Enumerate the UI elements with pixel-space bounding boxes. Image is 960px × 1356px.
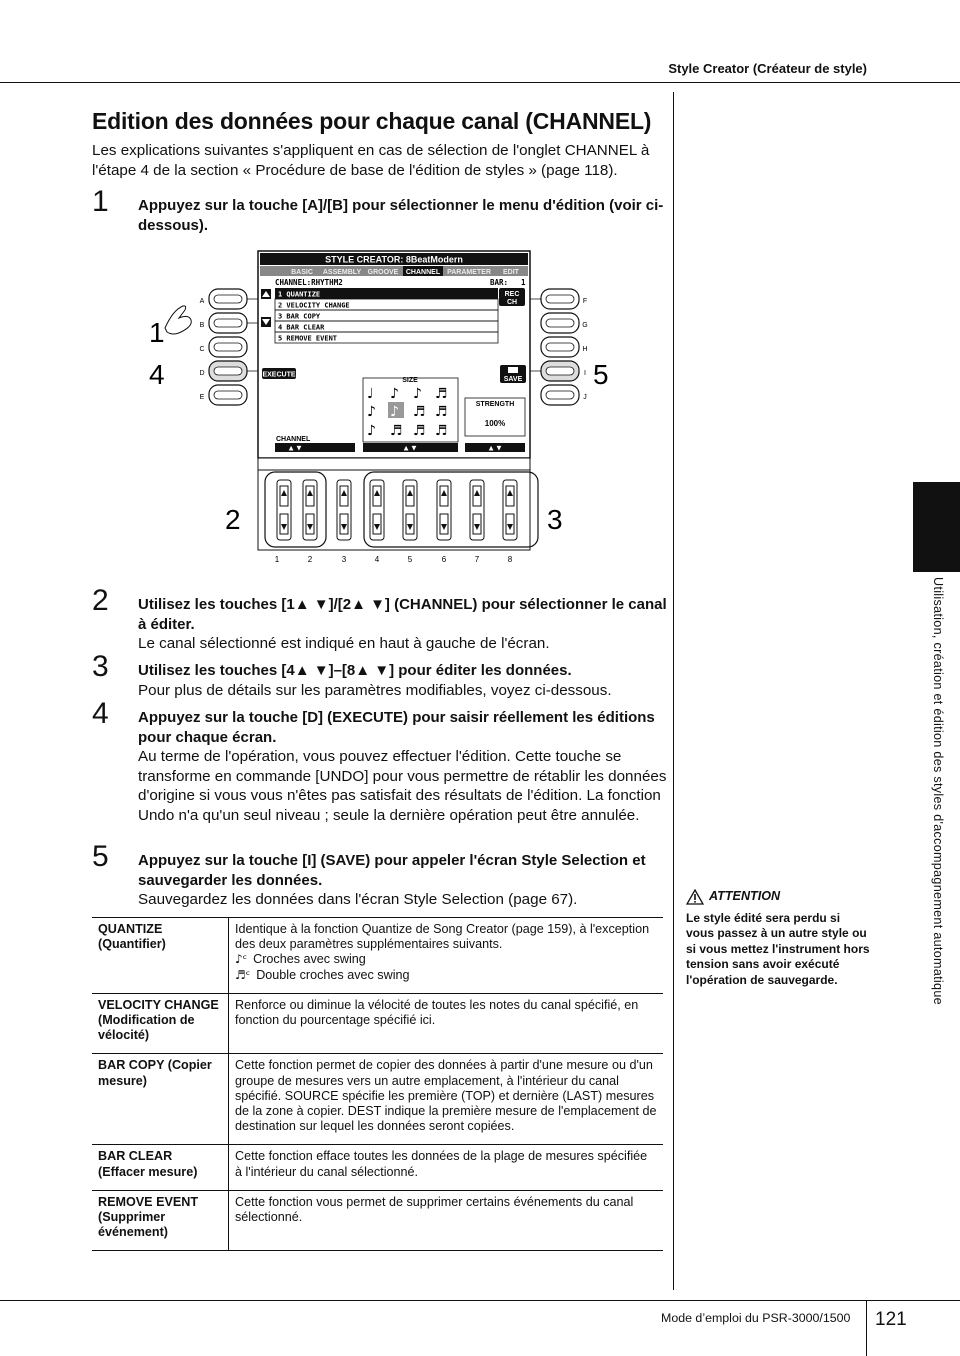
attention-title: ATTENTION	[709, 889, 781, 903]
key-label: G	[582, 322, 588, 329]
lcd-tab-active: CHANNEL	[405, 269, 441, 276]
intro-paragraph: Les explications suivantes s'appliquent en cas de sélection de l'onglet CHANNEL à l'étape 4 de la section « Procédure de base de l'édition de styles » (page 118).	[92, 142, 650, 179]
svg-text:♪: ♪	[413, 386, 422, 402]
lcd-strength-label: STRENGTH	[475, 401, 515, 408]
key-label: C	[199, 346, 205, 353]
lcd-rec-ch: CH	[506, 299, 518, 306]
attention-body: Le style édité sera perdu si vous passez à un autre style ou si vous mettez l'instrument hors tension sans avoir exécuté l'opération de sauvegarde.	[686, 911, 870, 987]
lcd-title: STYLE CREATOR: 8BeatModern	[325, 254, 463, 265]
svg-text:♪: ♪	[367, 404, 376, 420]
slider-number: 4	[374, 555, 380, 564]
param-extra: Double croches avec swing	[256, 967, 410, 982]
table-row	[92, 993, 663, 1054]
svg-text:♬: ♬	[435, 404, 448, 420]
lcd-save: SAVE	[503, 376, 523, 383]
svg-text:▲▼: ▲▼	[487, 443, 503, 453]
chapter-title: Utilisation, création et édition des styles d'accompagnement automatique	[931, 577, 945, 1005]
param-term: BAR COPY (Copier mesure)	[92, 1054, 229, 1145]
lcd-strength-value: 100%	[484, 419, 506, 428]
step-number: 3	[92, 650, 109, 683]
page-title: Edition des données pour chaque canal (CHANNEL)	[92, 108, 652, 134]
slider-numbers	[275, 555, 513, 564]
svg-text:♬: ♬	[435, 386, 448, 402]
step-number: 2	[92, 584, 109, 617]
lcd-channel-bottom: CHANNEL	[276, 436, 311, 443]
eighth-swing-icon: ♪ᶜ	[235, 952, 248, 967]
param-extra: Croches avec swing	[253, 952, 366, 967]
param-term: QUANTIZE (Quantifier)	[92, 918, 229, 994]
step-body: Pour plus de détails sur les paramètres modifiables, voyez ci-dessous.	[138, 682, 612, 699]
svg-text:♩: ♩	[367, 386, 374, 402]
step-heading: Utilisez les touches [4▲ ▼]–[8▲ ▼] pour éditer les données.	[138, 662, 572, 679]
svg-text:♬: ♬	[413, 423, 426, 439]
lcd-tab: EDIT	[503, 269, 519, 276]
lcd-menu-item: 5 REMOVE EVENT	[278, 334, 338, 343]
step-body: Sauvegardez les données dans l'écran Style Selection (page 67).	[138, 891, 578, 908]
lcd-menu-item: 2 VELOCITY CHANGE	[278, 301, 350, 310]
param-desc: Cette fonction vous permet de supprimer certains événements du canal sélectionné.	[229, 1190, 664, 1251]
lcd-execute: EXECUTE	[262, 371, 296, 379]
key-label: I	[584, 370, 586, 377]
lcd-channel-label: CHANNEL:RHYTHM2	[275, 278, 343, 287]
step-number: 1	[92, 185, 109, 218]
step-heading: Appuyez sur la touche [D] (EXECUTE) pour saisir réellement les éditions pour chaque écran.	[138, 709, 655, 746]
lcd-tab: PARAMETER	[447, 269, 491, 276]
lcd-rec: REC	[504, 291, 520, 298]
slider-number: 7	[474, 555, 480, 564]
lcd-bar-value: 1	[521, 278, 526, 287]
slider-number: 1	[274, 555, 280, 564]
lcd-tab: BASIC	[291, 269, 313, 276]
slider-number: 6	[441, 555, 447, 564]
param-desc: Identique à la fonction Quantize de Song Creator (page 159), à l'exception des deux paramètres supplémentaires suivants.	[235, 922, 650, 952]
svg-text:▲▼: ▲▼	[402, 443, 418, 453]
step-body: Au terme de l'opération, vous pouvez effectuer l'édition. Cette touche se transforme en commande [UNDO] pour vous permettre de rétablir les données d'origine si vous vous n'êtes pas satisfait des résultats de l'édition. La fonction Undo n'a qu'un seul niveau ; seule la dernière opération peut être annulée.	[138, 748, 667, 824]
header-rule	[0, 82, 960, 83]
param-desc: Renforce ou diminue la vélocité de toutes les notes du canal spécifié, en fonction du pourcentage spécifié ici.	[229, 993, 664, 1054]
callout-5: 5	[593, 359, 609, 390]
step-heading: Appuyez sur la touche [I] (SAVE) pour appeler l'écran Style Selection et sauvegarder les données.	[138, 852, 646, 889]
step-number: 5	[92, 840, 109, 873]
callout-3: 3	[547, 504, 563, 535]
slider-number: 2	[307, 555, 313, 564]
svg-text:♪: ♪	[367, 423, 376, 439]
step-body: Le canal sélectionné est indiqué en haut à gauche de l'écran.	[138, 635, 550, 652]
key-label: H	[582, 346, 588, 353]
step-heading: Utilisez les touches [1▲ ▼]/[2▲ ▼] (CHANNEL) pour sélectionner le canal à éditer.	[138, 596, 667, 633]
left-keys	[199, 289, 258, 405]
key-label: E	[199, 394, 205, 401]
param-term: REMOVE EVENT (Supprimer événement)	[92, 1190, 229, 1251]
key-label: B	[199, 322, 205, 329]
chapter-tab	[913, 482, 960, 572]
callout-2: 2	[225, 504, 241, 535]
slider-number: 8	[507, 555, 513, 564]
svg-text:♪: ♪	[390, 404, 399, 420]
step-number: 4	[92, 697, 109, 730]
running-header: Style Creator (Créateur de style)	[668, 61, 867, 76]
footer-manual-title: Mode d’emploi du PSR-3000/1500	[661, 1311, 851, 1325]
table-row	[92, 1145, 663, 1190]
lcd-menu-item: 4 BAR CLEAR	[278, 323, 325, 332]
slider-number: 3	[341, 555, 347, 564]
key-label: A	[199, 298, 205, 305]
panel-diagram	[145, 248, 615, 578]
lcd-tab: GROOVE	[367, 269, 399, 276]
svg-text:♪: ♪	[390, 386, 399, 402]
svg-text:♬: ♬	[413, 404, 426, 420]
column-divider	[673, 92, 674, 1290]
footer-divider	[866, 1300, 867, 1356]
right-keys	[530, 289, 588, 405]
svg-text:♬: ♬	[390, 423, 403, 439]
callout-1: 1	[149, 317, 165, 348]
param-desc: Cette fonction permet de copier des données à partir d'une mesure ou d'un groupe de mesures vers un autre emplacement, à l'intérieur du canal spécifié. SOURCE spécifie les première (TOP) et dernière (LAST) mesures de la zone à copier. DEST indique la première mesure de l'emplacement de destination sur lequel les données seront copiées.	[229, 1054, 664, 1145]
lcd-tab: ASSEMBLY	[322, 269, 362, 276]
param-desc: Cette fonction efface toutes les données de la plage de mesures spécifiée à l'intérieur du canal sélectionné.	[229, 1145, 664, 1190]
warning-icon	[686, 889, 704, 905]
lcd-menu-item: 1 QUANTIZE	[278, 290, 321, 299]
footer-rule	[0, 1300, 960, 1301]
lcd-size-label: SIZE	[402, 377, 418, 384]
table-row	[92, 918, 663, 994]
lcd-bar-label: BAR:	[490, 278, 509, 287]
key-label: D	[199, 370, 205, 377]
key-label: J	[583, 394, 587, 401]
parameter-table	[92, 917, 663, 1251]
callout-4: 4	[149, 359, 165, 390]
step-heading: Appuyez sur la touche [A]/[B] pour sélectionner le menu d'édition (voir ci-dessous).	[138, 197, 664, 234]
pointing-hand-icon	[165, 306, 191, 334]
slider-number: 5	[407, 555, 413, 564]
table-row	[92, 1190, 663, 1251]
table-row	[92, 1054, 663, 1145]
param-term: BAR CLEAR (Effacer mesure)	[92, 1145, 229, 1190]
svg-text:▲▼: ▲▼	[287, 443, 303, 453]
lcd-menu-item: 3 BAR COPY	[278, 312, 321, 321]
sixteenth-swing-icon: ♬ᶜ	[235, 967, 251, 982]
key-label: F	[582, 298, 588, 305]
param-desc-cell	[229, 918, 664, 994]
svg-text:♬: ♬	[435, 423, 448, 439]
param-term: VELOCITY CHANGE (Modification de vélocité)	[92, 993, 229, 1054]
page-number: 121	[875, 1309, 907, 1330]
